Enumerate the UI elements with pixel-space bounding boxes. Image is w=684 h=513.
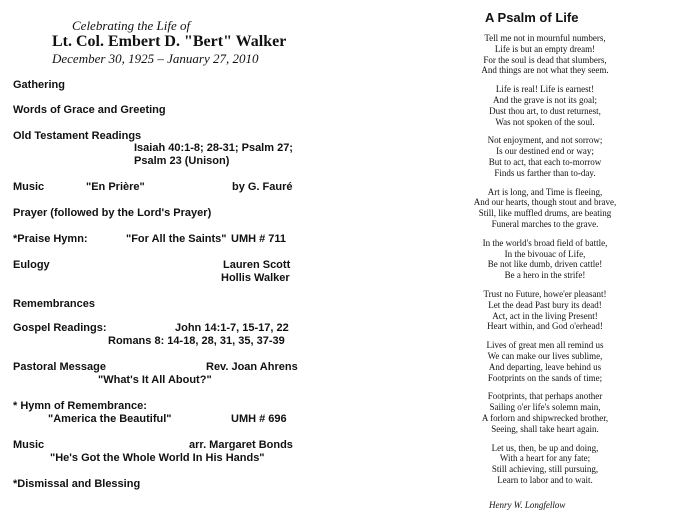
hymn-remembrance-number: UMH # 696 — [231, 413, 287, 425]
poem-line: Still, like muffled drums, are beating — [478, 208, 612, 219]
poem-line: Learn to labor and to wait. — [497, 474, 593, 485]
poem-line: In the bivouac of Life, — [504, 248, 586, 259]
poem-line: Dust thou art, to dust returnest, — [489, 105, 601, 116]
poem-line: Trust no Future, howe'er pleasant! — [483, 288, 607, 299]
poem-author: Henry W. Longfellow — [489, 500, 566, 510]
poem-line: Sailing o'er life's solemn main, — [489, 402, 601, 413]
poem-line: Finds us farther than to-day. — [494, 167, 596, 178]
poem-line: For the soul is dead that slumbers, — [483, 54, 607, 65]
gospel-label: Gospel Readings: — [13, 322, 107, 334]
music2-arranger: arr. Margaret Bonds — [189, 439, 293, 451]
poem-line: Let us, then, be up and doing, — [491, 442, 599, 453]
poem-line: Still achieving, still pursuing, — [491, 464, 599, 475]
poem-line: And the grave is not its goal; — [493, 94, 597, 105]
music2-label: Music — [13, 439, 45, 451]
poem-stanza — [440, 33, 650, 76]
poem-body — [440, 33, 650, 494]
hymn-remembrance-title: "America the Beautiful" — [48, 413, 172, 425]
words-of-grace: Words of Grace and Greeting — [13, 104, 166, 116]
hymn-remembrance-label: * Hymn of Remembrance: — [13, 400, 147, 412]
poem-line: Not enjoyment, and not sorrow; — [487, 135, 603, 146]
poem-line: Funeral marches to the grave. — [491, 218, 599, 229]
poem-title: A Psalm of Life — [485, 10, 579, 25]
ot-readings-line2: Psalm 23 (Unison) — [134, 155, 230, 167]
pastoral-message-title: "What's It All About?" — [98, 374, 212, 386]
music1-composer: by G. Fauré — [232, 181, 293, 193]
poem-stanza — [440, 84, 650, 127]
poem-line: Seeing, shall take heart again. — [491, 423, 599, 434]
poem-line: Life is but an empty dream! — [494, 43, 596, 54]
poem-line: We can make our lives sublime, — [487, 350, 603, 361]
pastoral-speaker: Rev. Joan Ahrens — [206, 361, 298, 373]
eulogy-speaker2: Hollis Walker — [221, 272, 290, 284]
poem-line: Tell me not in mournful numbers, — [484, 33, 606, 43]
poem-stanza — [440, 391, 650, 434]
poem-line: And things are not what they seem. — [481, 65, 609, 76]
praise-hymn-label: *Praise Hymn: — [13, 233, 88, 245]
eulogy-label: Eulogy — [13, 259, 50, 271]
poem-line: Be not like dumb, driven cattle! — [487, 259, 603, 270]
poem-line: Was not spoken of the soul. — [495, 116, 595, 127]
eulogy-speaker1: Lauren Scott — [223, 259, 291, 271]
life-dates: December 30, 1925 – January 27, 2010 — [52, 51, 259, 66]
honoree-name: Lt. Col. Embert D. "Bert" Walker — [52, 33, 287, 50]
remembrances: Remembrances — [13, 298, 95, 310]
celebrating-line: Celebrating the Life of — [72, 18, 191, 33]
gathering: Gathering — [13, 79, 65, 91]
music2-title: "He's Got the Whole World In His Hands" — [50, 452, 265, 464]
poem-line: But to act, that each to-morrow — [488, 156, 602, 167]
gospel-line1: John 14:1-7, 15-17, 22 — [175, 322, 289, 334]
praise-hymn-title: "For All the Saints" — [126, 233, 227, 245]
poem-line: And departing, leave behind us — [488, 361, 602, 372]
poem-line: With a heart for any fate; — [499, 453, 591, 464]
prayer: Prayer (followed by the Lord's Prayer) — [13, 207, 212, 219]
pastoral-label: Pastoral Message — [13, 361, 106, 373]
music1-title: "En Prière" — [86, 181, 145, 193]
dismissal: *Dismissal and Blessing — [13, 478, 141, 490]
poem-stanza — [440, 238, 650, 281]
poem-stanza — [440, 289, 650, 332]
poem-line: Life is real! Life is earnest! — [495, 84, 595, 95]
poem-line: Be a hero in the strife! — [504, 270, 586, 281]
praise-hymn-number: UMH # 711 — [231, 233, 287, 245]
gospel-line2: Romans 8: 14-18, 28, 31, 35, 37-39 — [108, 335, 285, 347]
poem-stanza — [440, 443, 650, 486]
poem-line: A forlorn and shipwrecked brother, — [481, 412, 609, 423]
poem-stanza — [440, 340, 650, 383]
ot-readings-line1: Isaiah 40:1-8; 28-31; Psalm 27; — [134, 142, 293, 154]
poem-line: In the world's broad field of battle, — [482, 237, 608, 248]
poem-line: Let the dead Past bury its dead! — [488, 299, 602, 310]
poem-stanza — [440, 135, 650, 178]
poem-line: Footprints on the sands of time; — [487, 372, 603, 383]
poem-line: And our hearts, though stout and brave, — [473, 197, 617, 208]
poem-line: Art is long, and Time is fleeing, — [487, 186, 603, 197]
poem-line: Footprints, that perhaps another — [487, 391, 603, 402]
poem-line: Lives of great men all remind us — [486, 340, 604, 351]
poem-line: Is our destined end or way; — [496, 146, 594, 157]
ot-readings-label: Old Testament Readings — [13, 130, 142, 142]
poem-line: Heart within, and God o'erhead! — [487, 321, 603, 332]
poem-stanza — [440, 187, 650, 230]
music1-label: Music — [13, 181, 45, 193]
poem-line: Act, act in the living Present! — [492, 310, 598, 321]
